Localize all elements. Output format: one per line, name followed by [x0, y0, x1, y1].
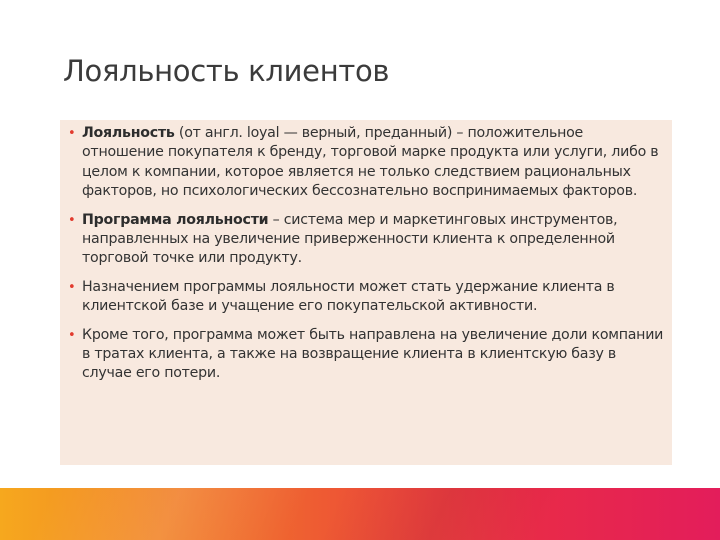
bullet-text: Кроме того, программа может быть направлена на увеличение доли компании в тратах клиента, а также на возвращение клиента в клиентскую базу в случае его потери.: [82, 326, 664, 382]
bullet-text: Назначением программы лояльности может стать удержание клиента в клиентской базе и учащение его покупательской активности.: [82, 278, 615, 315]
bullet-icon: •: [68, 327, 76, 343]
bullet-item-loyalty-program: [68, 211, 666, 269]
slide-title: Лояльность клиентов: [63, 54, 390, 88]
bullet-icon: •: [68, 212, 76, 228]
band-shadow: [318, 488, 562, 540]
bullet-item-purpose: [68, 278, 666, 317]
band-highlight: [28, 488, 312, 540]
bullet-item-loyalty: [68, 124, 666, 202]
bullet-item-additionally: [68, 326, 666, 384]
bullet-text: (от англ. loyal — верный, преданный) – положительное отношение покупателя к бренду, торговой марке продукта или услуги, либо в целом к компании, которое является не только следствием рациональных факторов, но психологических бессознательно воспринимаемых факторов.: [82, 125, 659, 200]
bullet-icon: •: [68, 279, 76, 295]
decorative-footer-band: [0, 488, 720, 540]
bullet-text: – система мер и маркетинговых инструментов, направленных на увеличение приверженности клиента к определенной торговой точке или продукту.: [82, 211, 618, 267]
bullet-term: Программа лояльности: [82, 211, 269, 228]
bullet-icon: •: [68, 126, 76, 141]
bullet-term: Лояльность: [82, 125, 175, 141]
bullet-list: [68, 124, 666, 393]
